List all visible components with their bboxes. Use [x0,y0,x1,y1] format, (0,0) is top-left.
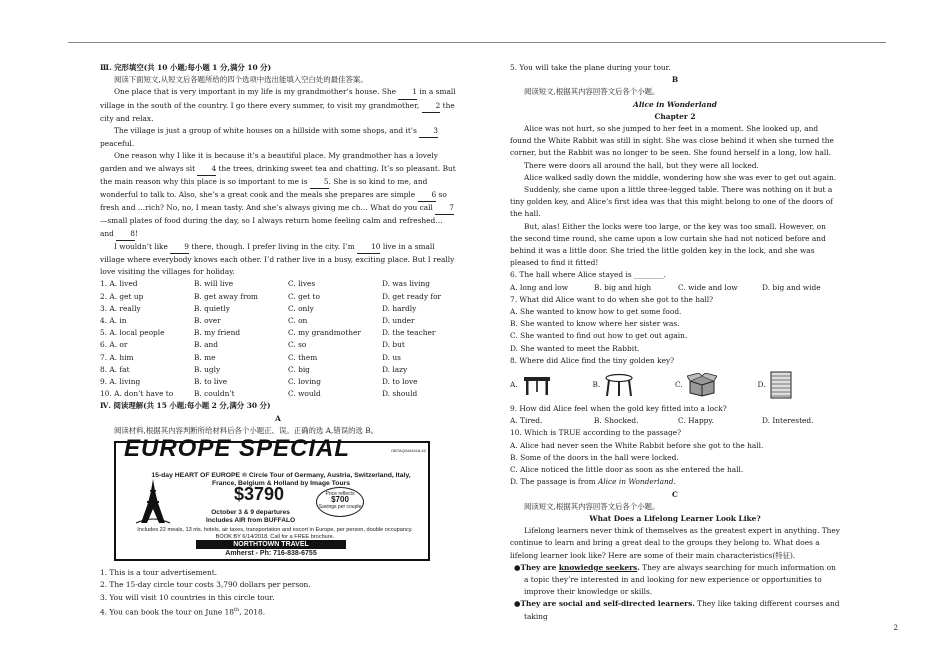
blank-1: 1 [398,86,417,99]
right-column [510,62,840,623]
question-8: 8. Where did Alice find the tiny golden key? [510,355,675,365]
blank-3: 3 [419,125,438,138]
part-c-label: C [672,489,678,499]
statement-4: 4. You can book the tour on June 18th, 2018. [100,606,266,617]
part-c-instruction: 阅读短文,根据其内容回答文后各个小题。 [524,501,660,511]
question-7: 7. What did Alice want to do when she got to the hall? [510,294,714,304]
story-paragraph-1: Alice was not hurt, so she jumped to her feet in a moment. She looked up, and found the White Rabbit was still in sight. She was close behind it when she turned the corner, but the Rabbit was no longer to be seen. She found herself in a long, low hall. [510,124,834,158]
q7-option-c: C. She wanted to find out how to get out again. [510,331,688,341]
question-8-pictures [510,370,840,400]
ad-company: NORTHTOWN TRAVEL [196,540,346,549]
q10-option-a: A. Alice had never seen the White Rabbit before she got to the hall. [510,440,764,450]
ad-price: $3790 [234,484,285,505]
part-c-intro: Lifelong learners never think of themselves as the greatest expert in anything. They continue to learn and bring a great deal to the groups they belong to. What does a lifelong learner look like? Here are some of their main characteristics(特征). [510,526,840,560]
cloze-paragraph-4: I wouldn’t like 9 there, though. I prefer living in the city. I’m 10 live in a small village where everybody knows each other. I’d rather live in a busy, exciting place. But I really love visiting the villages for holiday. [100,241,455,277]
question-9-options: A. Tired. B. Shocked. C. Happy. D. Interested. [510,416,814,426]
options-row-9: 9. A. living B. to live C. loving D. to love [100,377,418,387]
q10-option-d: D. The passage is from Alice in Wonderland. [510,477,676,487]
blank-9: 9 [170,241,189,254]
options-row-3: 3. A. really B. quietly C. only D. hardly [100,303,417,313]
ad-savings-badge: Price reflects $700 Savings per couple [316,487,364,517]
part-b-instruction: 阅读短文,根据其内容回答文后各个小题。 [524,87,660,97]
blank-8: 8 [116,228,135,241]
options-row-5: 5. A. local people B. my friend C. my grandmother D. the teacher [100,328,436,338]
question-9: 9. How did Alice feel when the gold key fitted into a lock? [510,404,727,414]
options-row-8: 8. A. fat B. ugly C. big D. lazy [100,364,408,374]
cloze-paragraph-3: One reason why I like it is because it’s a beautiful place. My grandmother has a lovely garden and we always sit 4 the trees, drinking sweet tea and chatting. It’s so pleasant. But the main reason why this place is so important to me is 5. She is so kind to me, and wonderful to talk to. Also, she’s a great cook and the meals she prepares are simple 6 so fresh and …rich? No, no, I mean tasty. And she’s always giving me ch… What do you call 7 —small plates of food during the day, so I always return home feeling calm and refreshed…and 8! [100,150,456,240]
section4-header: Ⅳ. 阅读理解(共 15 小题;每小题 2 分,满分 30 分) [100,401,271,411]
blank-2: 2 [422,100,441,113]
q8-option-b: B. [593,373,676,397]
options-row-4: 4. A. in B. over C. on D. under [100,316,415,326]
options-row-6: 6. A. or B. and C. so D. but [100,340,405,350]
three-legged-table-icon [604,373,634,397]
ad-phone: Amherst - Ph: 716-838-6755 [225,550,317,558]
blank-4: 4 [197,163,216,176]
statement-2: 2. The 15-day circle tour costs 3,790 dollars per person. [100,580,311,590]
cloze-options [100,278,456,400]
box-icon [687,373,717,397]
options-row-10: 10. A. don’t have to B. couldn’t C. would D. should [100,389,418,399]
ad-title: EUROPE SPECIAL [124,435,351,463]
part-b-title: Alice in Wonderland [633,99,717,109]
story-paragraph-2: There were doors all around the hall, but they were all locked. [524,160,759,170]
story-paragraph-3: Alice walked sadly down the middle, wondering how she was ever to get out again. [524,172,837,182]
statement-1: 1. This is a tour advertisement. [100,568,218,578]
options-row-2: 2. A. get up B. get away from C. get to D. get ready for [100,291,442,301]
q8-option-a: A. [510,374,593,396]
square-table-icon [522,374,552,396]
statement-3: 3. You will visit 10 countries in this circle tour. [100,592,275,602]
q10-option-b: B. Some of the doors in the hall were locked. [510,452,679,462]
blank-10: 10 [357,241,380,254]
statement-5: 5. You will take the plane during your tour. [510,63,671,72]
ad-dates: October 3 & 9 departures Includes AIR from BUFFALO [206,509,296,524]
q8-option-c: C. [675,373,758,397]
page-number: 2 [893,624,898,632]
part-b-chapter: Chapter 2 [654,111,696,121]
options-row-1: 1. A. lived B. will live C. lives D. was living [100,279,430,289]
part-c-title: What Does a Lifelong Learner Look Like? [589,513,761,523]
bookshelf-icon [770,371,792,399]
europe-special-ad [114,435,430,561]
blank-5: 5 [310,176,329,189]
blank-6: 6 [418,189,437,202]
story-paragraph-5: But, alas! Either the locks were too large, or the key was too small. However, on the second time round, she came upon a low curtain she had not noticed before and behind it was a little door. She tried the little golden key in the lock, and she was pleased to find it fitted! [510,221,826,268]
ad-code: OBTAQ0444418-42 [390,448,426,454]
section3-header: Ⅲ. 完形填空(共 10 小题;每小题 1 分,满分 10 分) [100,63,272,72]
header-rule [68,42,886,43]
cloze-paragraph-1: One place that is very important in my life is my grandmother’s house. She 1 in a small village in the south of the country. I go there every summer, to visit my grandmother, 2 the city and relax. [100,87,456,123]
q7-option-d: D. She wanted to meet the Rabbit. [510,343,640,353]
question-10: 10. Which is TRUE according to the passage? [510,428,682,438]
ad-subtitle: 15-day HEART OF EUROPE ® Circle Tour of Germany, Austria, Switzerland, Italy, France, Belgium & Holland by Image Tours [151,472,411,488]
ad-fine-print: Includes 22 meals, 13 nts. hotels, air taxes, transportation and escort in Europe, per person, double occupancy. BOOK BY 6/14/2018. Call for a FREE brochure. [137,527,413,540]
q8-option-d: D. [758,371,841,399]
options-row-7: 7. A. him B. me C. them D. us [100,352,401,362]
section3-instruction: 阅读下面短文,从短文后各题所给的四个选项中选出能填入空白处的最佳答案。 [114,75,368,85]
blank-7: 7 [435,202,454,215]
q10-option-c: C. Alice noticed the little door as soon as she entered the hall. [510,465,744,475]
question-6-options: A. long and low B. big and high C. wide and low D. big and wide [510,282,821,292]
characteristic-1: ●They are knowledge seekers. They are always searching for much information on a topic they’re interested in and looking for new experience or opportunities to improve their knowledge or skills. [514,562,836,597]
part-a-instruction: 阅读材料,根据其内容判断所给材料后各个小题正、误。正确的选 A,错误的选 B。 [114,425,379,435]
q7-option-b: B. She wanted to know where her sister was. [510,319,680,329]
part-b-label: B [671,75,679,85]
question-6: 6. The hall where Alice stayed is ________. [510,270,666,280]
characteristic-2: ●They are social and self-directed learners. They like taking different courses and taking [514,599,840,621]
cloze-paragraph-2: The village is just a group of white houses on a hillside with some shops, and it’s 3 peaceful. [100,126,438,149]
story-paragraph-4: Suddenly, she came upon a little three-legged table. There was nothing on it but a tiny golden key, and Alice’s first idea was that this might belong to one of the doors of the hall. [510,185,833,219]
left-column [100,62,456,618]
q7-option-a: A. She wanted to know how to get some food. [510,307,682,317]
part-a-label: A [275,413,281,423]
